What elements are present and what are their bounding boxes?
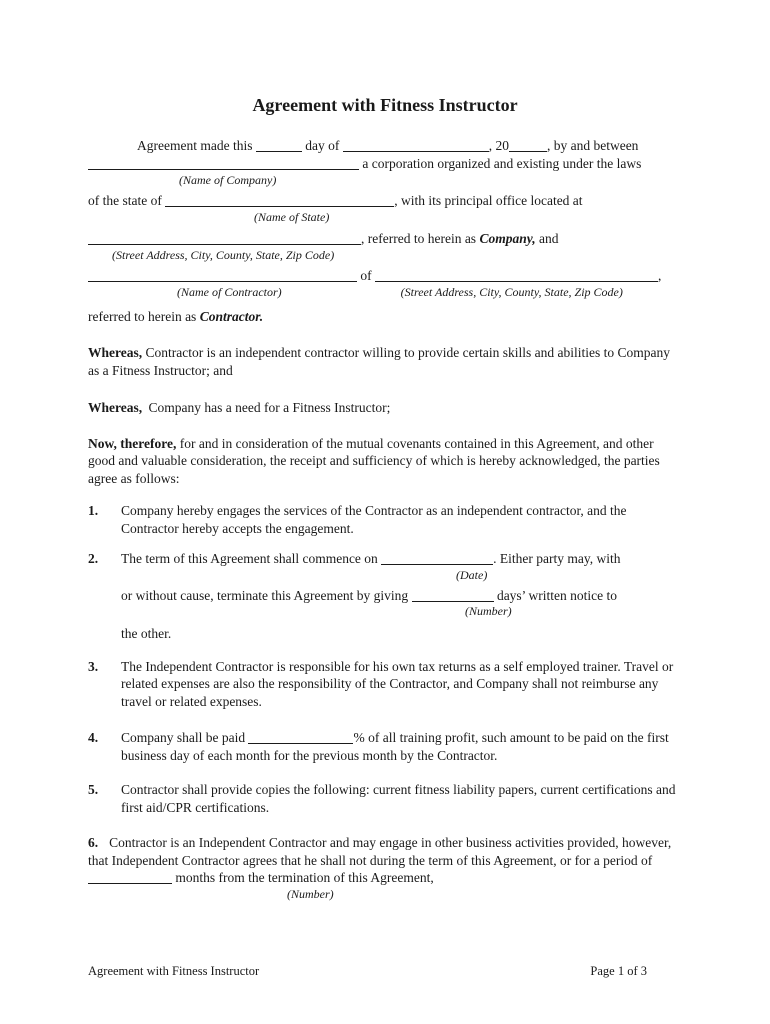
intro-text: , by and between	[546, 138, 639, 153]
field-label-state: (Name of State)	[254, 210, 330, 224]
intro-text: and	[535, 231, 559, 246]
field-label-address-2: (Street Address, City, County, State, Zip Code)	[400, 285, 623, 299]
blank-company-address	[88, 232, 361, 245]
document-content	[0, 94, 770, 901]
item-2-line-2	[121, 587, 682, 605]
item-text: Contractor shall provide copies the following: current fitness liability papers, current certifications and first aid/CPR certifications.	[121, 782, 676, 815]
intro-text: , referred to herein as	[361, 231, 480, 246]
contractor-term: Contractor.	[199, 309, 264, 324]
intro-line-6	[88, 308, 682, 326]
item-2-line-1	[121, 550, 682, 568]
whereas-text: Company has a need for a Fitness Instructor;	[148, 400, 391, 415]
field-label-address-1: (Street Address, City, County, State, Zip Code)	[112, 248, 335, 262]
intro-text: , 20	[488, 138, 509, 153]
item-number: 6.	[88, 835, 99, 850]
item-text: Contractor is an Independent Contractor and may engage in other business activities provided, however, that Independent Contractor agrees that he shall not during the term of this Agreement, or for a period of	[88, 835, 672, 868]
item-text: or without cause, terminate this Agreement by giving	[121, 587, 412, 603]
now-therefore-paragraph	[88, 435, 682, 488]
item-text: days’ written notice to	[493, 587, 618, 603]
item-text: % of all training profit, such amount to be paid on the first business day of each month for the previous month by the Contractor.	[121, 730, 669, 763]
list-item-3	[88, 658, 682, 711]
blank-contractor-name	[88, 269, 357, 282]
intro-text: ,	[658, 268, 662, 283]
field-label-row	[88, 887, 682, 901]
item-number: 5.	[88, 782, 99, 797]
intro-text: day of	[301, 138, 343, 153]
blank-company-name	[88, 157, 359, 170]
field-label-row	[88, 173, 682, 187]
blank-months	[88, 871, 172, 884]
whereas-label: Whereas,	[88, 400, 143, 415]
intro-text: of	[357, 268, 375, 283]
list-item-5	[88, 781, 682, 816]
intro-line-4	[88, 230, 682, 248]
intro-text: of the state of	[88, 193, 166, 208]
item-number: 1.	[88, 503, 99, 518]
item-number: 2.	[88, 551, 99, 566]
blank-notice-days	[412, 589, 494, 602]
page-title: Agreement with Fitness Instructor	[252, 95, 518, 115]
whereas-text: Contractor is an independent contractor willing to provide certain skills and abilities to Company as a Fitness Instructor; and	[88, 345, 671, 378]
blank-contractor-address	[375, 269, 658, 282]
now-therefore-text: for and in consideration of the mutual covenants contained in this Agreement, and other good and valuable consideration, the receipt and sufficiency of which is hereby acknowledged, the parties agree as follows:	[88, 435, 660, 486]
item-number: 3.	[88, 658, 99, 674]
item-number: 4.	[88, 730, 99, 745]
list-item-4	[88, 729, 682, 764]
blank-commence-date	[381, 552, 493, 565]
intro-line-3	[88, 192, 682, 210]
item-text: Company hereby engages the services of the Contractor as an independent contractor, and the Contractor hereby accepts the engagement.	[121, 503, 627, 536]
field-label-date: (Date)	[456, 567, 488, 582]
item-text: . Either party may, with	[493, 551, 621, 566]
intro-text: a corporation organized and existing under the laws	[359, 156, 642, 171]
whereas-paragraph-1	[88, 344, 682, 379]
intro-line-5	[88, 267, 682, 285]
list-item-1	[88, 502, 682, 537]
field-label-row	[121, 604, 682, 618]
item-text: The term of this Agreement shall commence on	[121, 551, 382, 566]
blank-month	[343, 139, 489, 152]
item-2-line-3: the other.	[121, 626, 172, 641]
intro-section	[88, 137, 682, 326]
item-text: months from the termination of this Agreement,	[172, 870, 434, 885]
intro-line-1	[88, 137, 682, 155]
footer-document-title: Agreement with Fitness Instructor	[88, 964, 260, 978]
field-label-row	[121, 568, 682, 582]
blank-day	[256, 139, 302, 152]
intro-text: Agreement made this	[137, 138, 256, 153]
intro-text: referred to herein as	[88, 309, 200, 324]
company-term: Company,	[479, 231, 536, 246]
field-label-row	[88, 285, 682, 299]
now-therefore-label: Now, therefore,	[88, 435, 177, 451]
field-label-row	[88, 210, 682, 224]
field-label-number: (Number)	[287, 886, 334, 901]
list-item-6	[88, 834, 682, 887]
whereas-paragraph-2	[88, 399, 682, 417]
field-label-row	[88, 248, 682, 262]
list-item-2	[88, 550, 682, 643]
blank-state-name	[165, 194, 394, 207]
whereas-label: Whereas,	[88, 345, 143, 360]
blank-percent	[248, 731, 353, 744]
field-label-company: (Name of Company)	[179, 173, 277, 187]
intro-text: , with its principal office located at	[394, 193, 583, 208]
field-label-number: (Number)	[465, 604, 512, 618]
blank-year	[509, 139, 547, 152]
page-footer	[88, 963, 647, 979]
field-label-contractor: (Name of Contractor)	[177, 285, 282, 299]
item-text: The Independent Contractor is responsible for his own tax returns as a self employed trainer. Travel or related expenses are also the responsibility of the Contractor, and Company shall not reimburse any travel or related expenses.	[121, 658, 674, 709]
intro-line-2	[88, 155, 682, 173]
footer-page-number: Page 1 of 3	[590, 964, 647, 978]
item-text: Company shall be paid	[121, 730, 249, 745]
